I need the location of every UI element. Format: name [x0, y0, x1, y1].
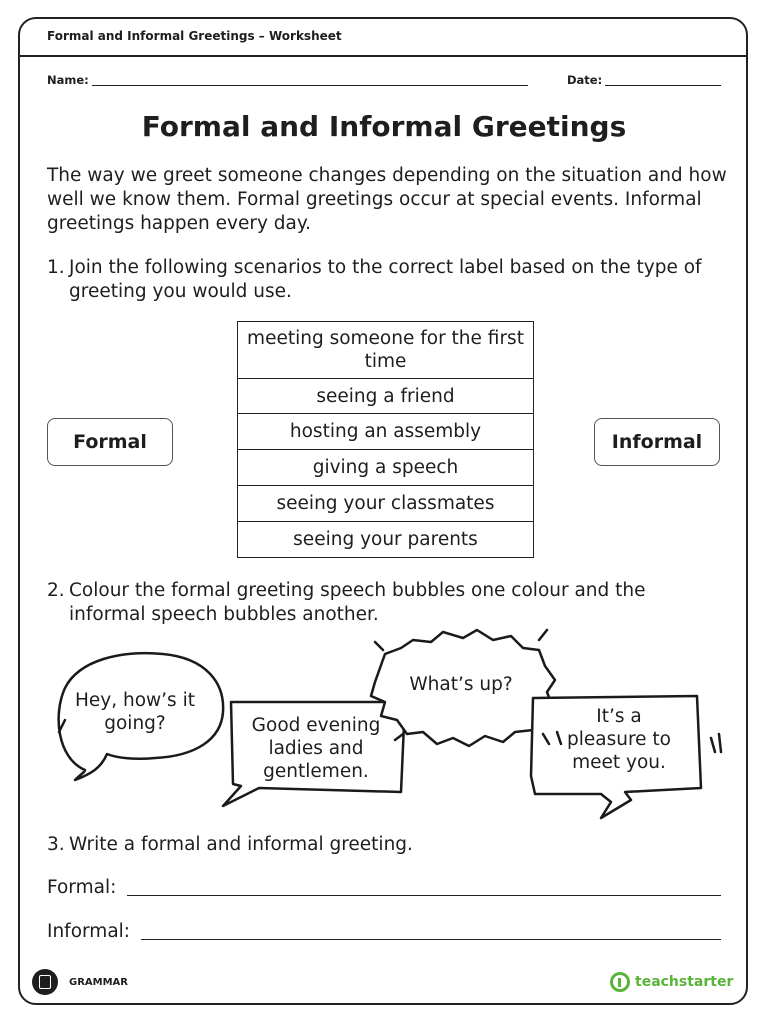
page-title: Formal and Informal Greetings: [141, 110, 627, 143]
question-2: [47, 579, 727, 627]
informal-answer-label: Informal:: [47, 921, 131, 942]
informal-answer-line[interactable]: [141, 939, 721, 940]
worksheet-header-title: Formal and Informal Greetings – Worksheet: [47, 29, 342, 43]
question-3: [47, 833, 727, 857]
question-2-text: Colour the formal greeting speech bubbles one colour and the informal speech bubbles another.: [69, 580, 646, 625]
intro-paragraph: The way we greet someone changes depending on the situation and how well we know them. Formal greetings occur at special events. Informal greetings happen every day.: [47, 165, 727, 234]
question-3-text: Write a formal and informal greeting.: [69, 834, 413, 855]
name-label: Name:: [47, 73, 89, 87]
scenario-cell[interactable]: meeting someone for the first time: [238, 322, 534, 379]
scenario-cell[interactable]: giving a speech: [238, 450, 534, 486]
date-line[interactable]: [605, 85, 721, 86]
scenario-cell[interactable]: seeing your classmates: [238, 486, 534, 522]
scenario-cell[interactable]: seeing a friend: [238, 379, 534, 414]
name-line[interactable]: [92, 85, 528, 86]
bubble-good-evening-text[interactable]: Good evening ladies and gentlemen.: [251, 715, 381, 782]
grammar-icon: [32, 969, 58, 995]
teachstarter-logo-icon: [610, 972, 630, 992]
question-2-number: 2.: [47, 580, 65, 601]
scenario-table: [237, 321, 534, 558]
formal-answer-label: Formal:: [47, 877, 117, 898]
question-1-number: 1.: [47, 257, 65, 278]
teachstarter-logo-text: teachstarter: [635, 974, 734, 990]
formal-label-box[interactable]: Formal: [47, 418, 173, 466]
bubble-pleasure-text[interactable]: It’s a pleasure to meet you.: [567, 706, 671, 773]
speech-bubbles-area: [45, 622, 725, 822]
subject-tag: GRAMMAR: [69, 977, 128, 988]
formal-answer-line[interactable]: [127, 895, 721, 896]
bubble-whats-up-text[interactable]: What’s up?: [409, 674, 513, 695]
bubble-hey-text[interactable]: Hey, how’s it going?: [75, 690, 195, 734]
question-1: [47, 256, 727, 304]
header-divider: [20, 55, 746, 57]
date-label: Date:: [567, 73, 603, 87]
question-1-text: Join the following scenarios to the correct label based on the type of greeting you would use.: [69, 257, 702, 302]
question-3-number: 3.: [47, 834, 65, 855]
teachstarter-logo: [610, 972, 733, 992]
scenario-cell[interactable]: hosting an assembly: [238, 414, 534, 450]
scenario-cell[interactable]: seeing your parents: [238, 522, 534, 558]
informal-label-box[interactable]: Informal: [594, 418, 720, 466]
